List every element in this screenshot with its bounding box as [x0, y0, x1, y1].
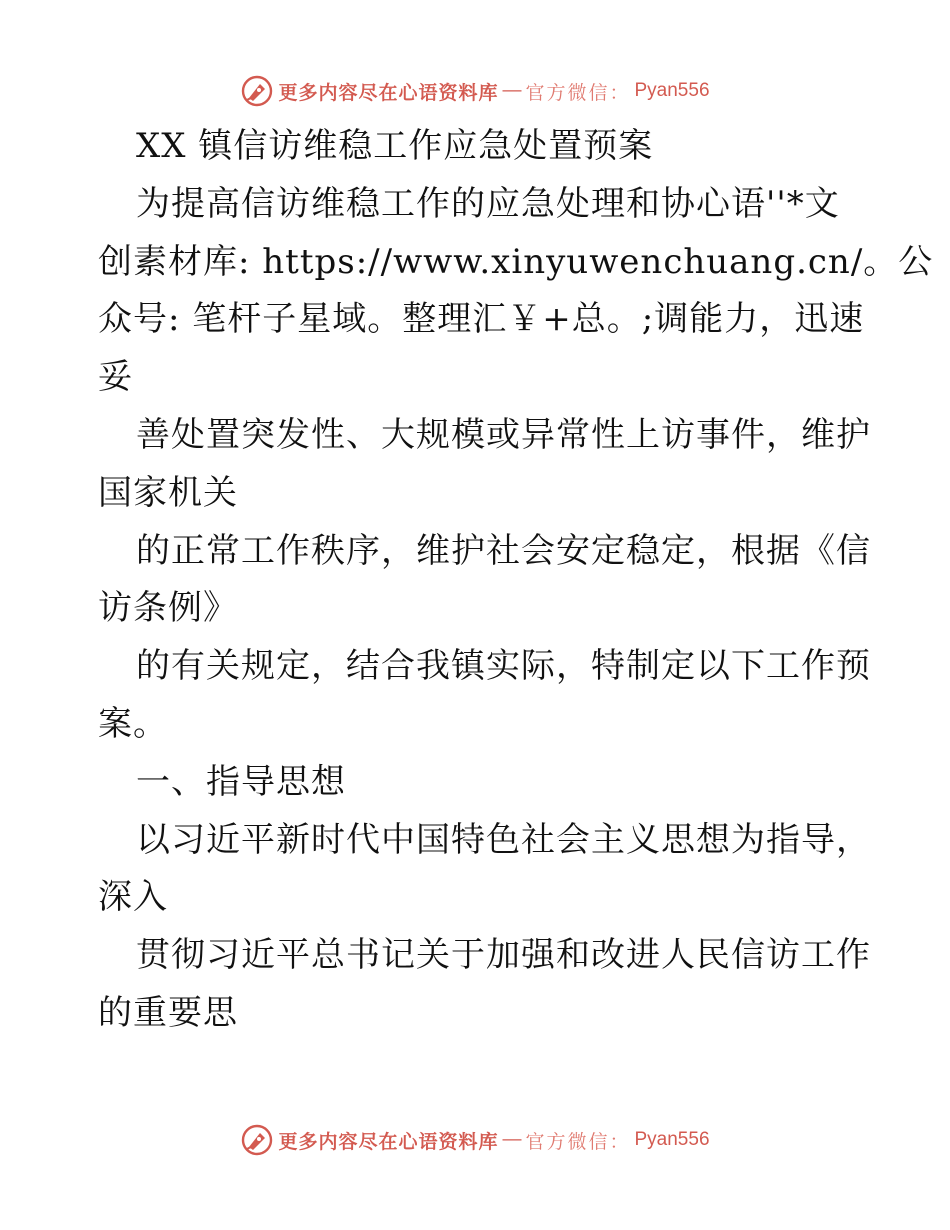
- paragraph-line: 深入: [98, 877, 168, 918]
- watermark-text: 更多内容尽在心语资料库: [278, 1131, 499, 1153]
- document-body: [98, 118, 934, 1043]
- paragraph-line: 创素材库: https://www.xinyuwenchuang.cn/。公: [98, 241, 934, 282]
- paragraph-line: 贯彻习近平总书记关于加强和改进人民信访工作: [136, 935, 871, 976]
- paragraph-line: 国家机关: [98, 472, 238, 513]
- footer-watermark: [0, 1122, 950, 1158]
- watermark-wechat-id: Pyan556: [634, 1129, 710, 1150]
- paragraph-line: 为提高信访维稳工作的应急处理和协心语''*文: [136, 183, 840, 224]
- watermark-separator: —: [502, 80, 522, 101]
- paragraph-line: 的有关规定，结合我镇实际，特制定以下工作预: [136, 646, 871, 687]
- paragraph-line: 以习近平新时代中国特色社会主义思想为指导，: [136, 819, 871, 860]
- watermark-official-label: 官方微信：: [525, 82, 631, 104]
- section-heading: 一、指导思想: [136, 761, 346, 802]
- paragraph-line: 访条例》: [98, 588, 238, 629]
- paragraph-line: 的正常工作秩序，维护社会安定稳定，根据《信: [136, 530, 871, 571]
- pen-nib-logo-icon: [240, 1123, 274, 1157]
- paragraph-line: 众号: 笔杆子星域。整理汇￥+总。;调能力，迅速: [98, 299, 865, 340]
- paragraph-line: 案。: [98, 703, 168, 744]
- header-watermark: [0, 73, 950, 109]
- watermark-separator: —: [502, 1129, 522, 1150]
- watermark-wechat-id: Pyan556: [634, 80, 710, 101]
- document-title: XX 镇信访维稳工作应急处置预案: [136, 126, 654, 166]
- paragraph-line: 的重要思: [98, 992, 238, 1033]
- watermark-official-label: 官方微信：: [525, 1131, 631, 1153]
- pen-nib-logo-icon: [240, 74, 274, 108]
- watermark-text: 更多内容尽在心语资料库: [278, 82, 499, 104]
- paragraph-line: 善处置突发性、大规模或异常性上访事件，维护: [136, 414, 871, 455]
- paragraph-line: 妥: [98, 357, 133, 398]
